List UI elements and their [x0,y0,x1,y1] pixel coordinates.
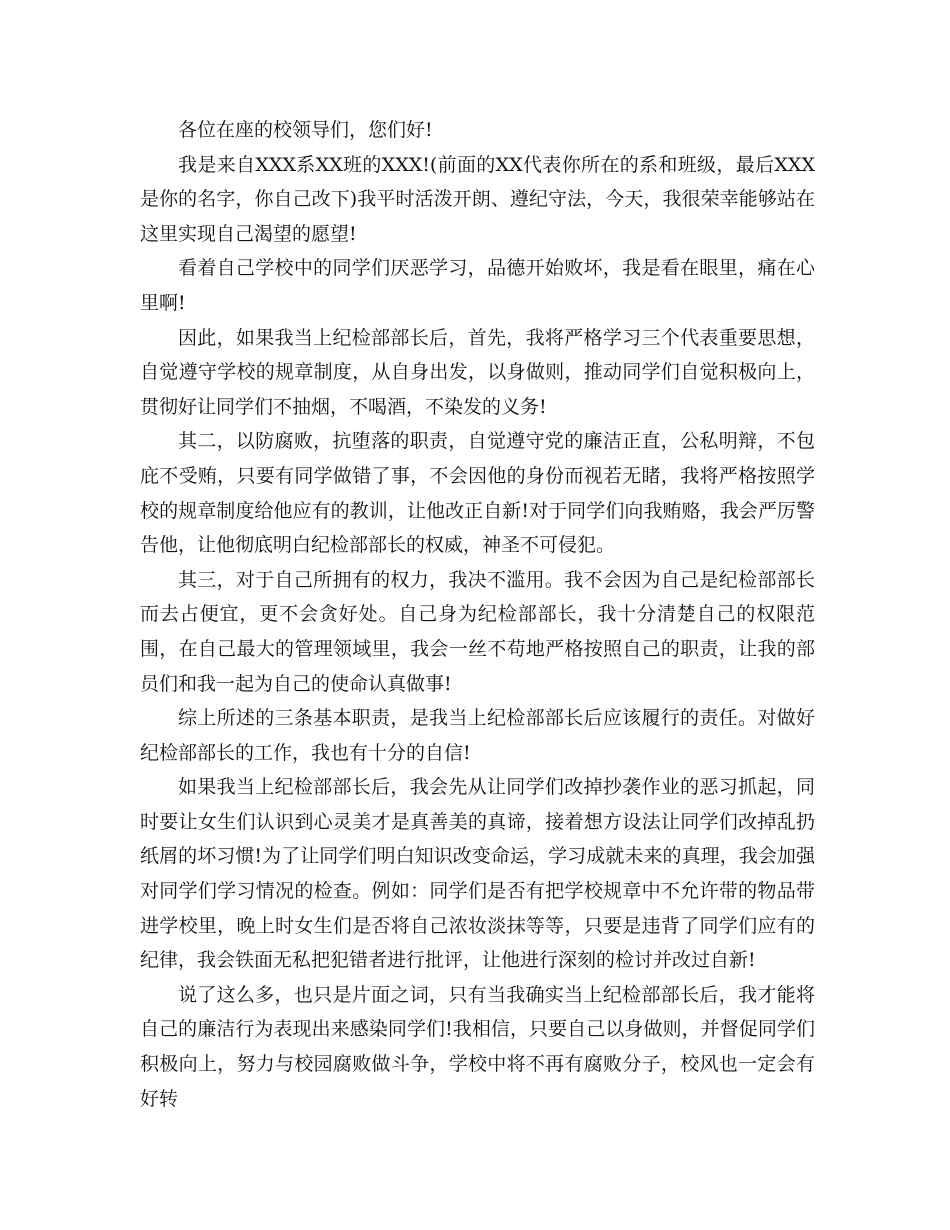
paragraph-greeting: 各位在座的校领导们，您们好! [178,119,433,141]
paragraph-plans: 如果我当上纪检部部长后，我会先从让同学们改掉抄袭作业的恶习抓起，同时要让女生们认识到心灵美才是真善美的真谛，接着想方设法让同学们改掉乱扔纸屑的坏习惯!为了让同学们明白知识改变命运，学习成就未来的真理，我会加强对同学们学习情况的检查。例如：同学们是否有把学校规章中不允许带的物品带进学校里，晚上时女生们是否将自己浓妆淡抹等等，只要是违背了同学们应有的纪律，我会铁面无私把犯错者进行批评，让他进行深刻的检讨并改过自新! [140,776,815,972]
paragraph-third-duty: 其三，对于自己所拥有的权力，我决不滥用。我不会因为自己是纪检部部长而去占便宜，更不会贪好处。自己身为纪检部部长，我十分清楚自己的权限范围，在自己最大的管理领域里，我会一丝不苟地严格按照自己的职责，让我的部员们和我一起为自己的使命认真做事! [140,568,815,695]
paragraph-summary: 综上所述的三条基本职责，是我当上纪检部部长后应该履行的责任。对做好纪检部部长的工作，我也有十分的自信! [140,707,815,764]
paragraph-second-duty: 其二，以防腐败，抗堕落的职责，自觉遵守党的廉洁正直，公私明辩，不包庇不受贿，只要有同学做错了事，不会因他的身份而视若无睹，我将严格按照学校的规章制度给他应有的教训，让他改正自新!对于同学们向我贿赂，我会严厉警告他，让他彻底明白纪检部部长的权威，神圣不可侵犯。 [140,430,815,557]
paragraph-closing: 说了这么多，也只是片面之词，只有当我确实当上纪检部部长后，我才能将自己的廉洁行为表现出来感染同学们!我相信，只要自己以身做则，并督促同学们积极向上，努力与校园腐败做斗争，学校中将不再有腐败分子，校风也一定会有好转 [140,983,815,1110]
document-body [140,113,815,1116]
paragraph-observation: 看着自己学校中的同学们厌恶学习，品德开始败坏，我是看在眼里，痛在心里啊! [140,257,815,314]
paragraph-first-duty: 因此，如果我当上纪检部部长后，首先，我将严格学习三个代表重要思想，自觉遵守学校的规章制度，从自身出发，以身做则，推动同学们自觉积极向上，贯彻好让同学们不抽烟，不喝酒，不染发的义务! [140,326,815,418]
paragraph-introduction: 我是来自XXX系XX班的XXX!(前面的XX代表你所在的系和班级，最后XXX是你的名字，你自己改下)我平时活泼开朗、遵纪守法，今天，我很荣幸能够站在这里实现自己渴望的愿望! [140,153,815,245]
